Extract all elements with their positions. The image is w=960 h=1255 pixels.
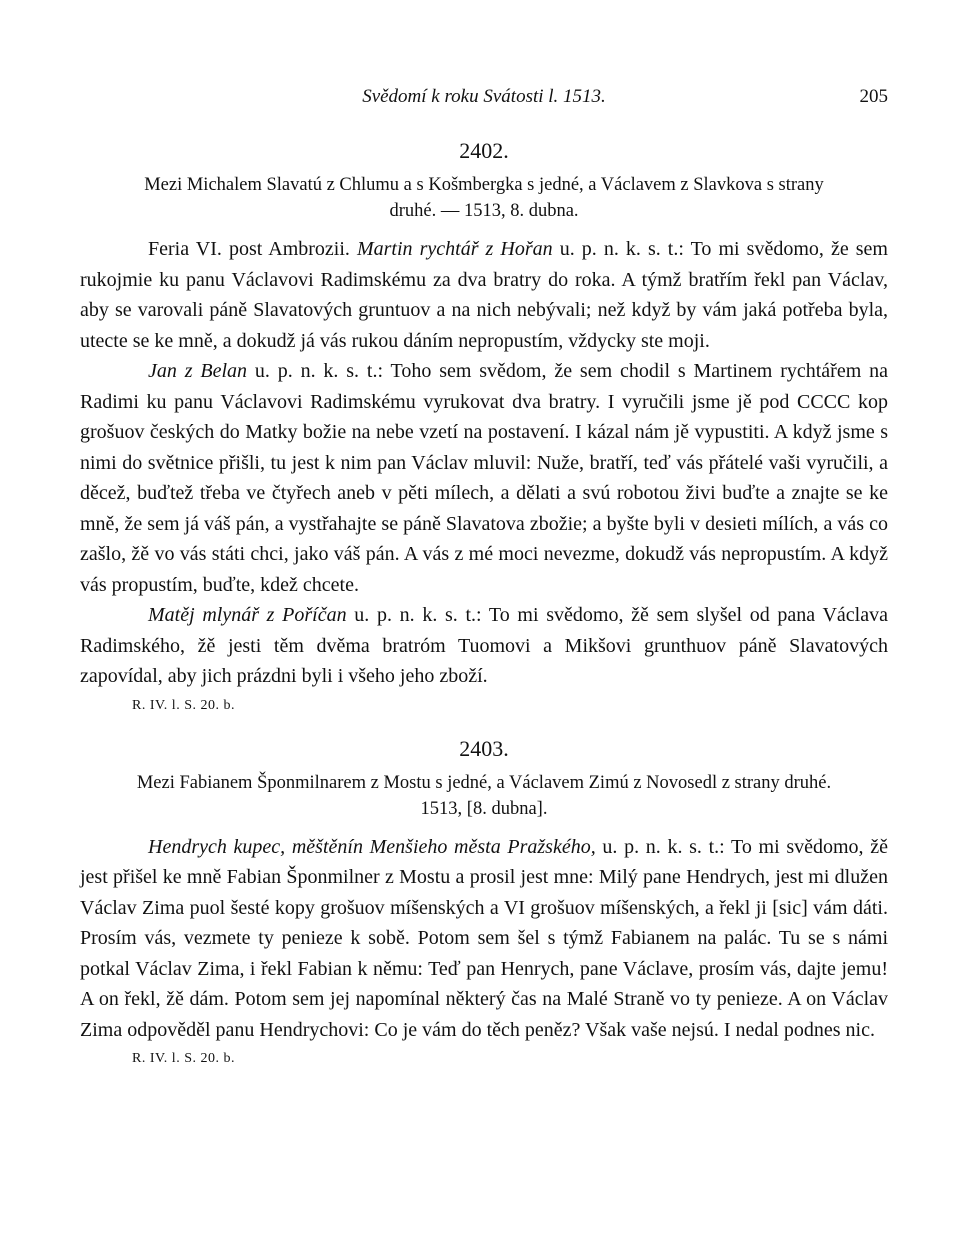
testimony-text: u. p. n. k. s. t.: To mi svědomo, žě sem slyšel od pana Václava Radimského, žě jesti těm dvěma bratróm Tuomovi a Mikšovi grunthuov páně Slavatových zapovídal, aby jich prázdni byli i všeho jeho zboží. (80, 604, 888, 687)
testimony-text: u. p. n. k. s. t.: Toho sem svědom, že sem chodil s Martinem rychtářem na Radimi ku panu Václavovi Radimskému vyrukovat dva bratry. I vyručili jsme jě pod CCCC kop grošuov českých do Matky božie na nebe vzetí na postavení. I kázal nám jě vypustiti. A když jsme s nimi do světnice přišli, tu jest k nim pan Václav mluvil: Nuže, bratří, teď vás přátelé vaši vyručili, a děcež, buďtež třeba ve čtyřech aneb v pěti mílech, a dělati a svú robotou živi buďte a znajte se ke mně, že sem já váš pán, a vystřahajte se páně Slavatova zbožie; a byšte byli v desieti mílích, a vás co zašlo, žě vo vás státi chci, jako váš pán. A vás z mé moci nevezme, dokudž vás nepropustím. A když vás propustím, buďte, kdež chcete. (80, 360, 888, 596)
regest-2403 (80, 770, 888, 822)
testimony-paragraph (80, 832, 888, 1046)
testimony-text: u. p. n. k. s. t.: To mi svědomo, žě jest přišel ke mně Fabian Šponmilner z Mostu a prosil jest mne: Milý pane Hendrych, jest mi dlužen Václav Zima puol šesté kopy grošuov míšenských a VI grošuov míšenských, a řekl ji [sic] vám dáti. Prosím vás, vezmete ty penieze k sobě. Potom sem šel s týmž Fabianem na palác. Tu se s námi potkal Václav Zima, i řekl Fabian k němu: Teď pan Henrych, pane Václave, prosím vás, dajte jemu! A on řekl, žě dám. Potom sem jej napomínal některý čas na Malé Straně vo ty penieze. A on Václav Zima odpověděl panu Hendrychovi: Co je vám do těch peněz? Však vaše nejsú. I nedal podnes nic. (80, 835, 888, 1041)
witness-name: Matěj mlynář z Poříčan (148, 604, 347, 626)
testimony-paragraph (80, 600, 888, 692)
document-number-2403: 2403. (459, 735, 509, 761)
testimony-paragraph (80, 356, 888, 600)
regest-line: 1513, [8. dubna]. (420, 798, 548, 819)
testimony-intro: Feria VI. post Ambrozii. (148, 238, 357, 260)
archival-signature: R. IV. l. S. 20. b. (132, 1051, 235, 1066)
witness-name: Jan z Belan (148, 360, 248, 382)
regest-line: Mezi Fabianem Šponmilnarem z Mostu s jedné, a Václavem Zimú z Novosedl z strany druhé. (136, 772, 832, 793)
regest-line: druhé. — 1513, 8. dubna. (389, 201, 579, 221)
witness-name: Hendrych kupec, měštěnín Menšieho města Pražského, (148, 835, 596, 858)
regest-2402 (80, 172, 888, 224)
document-number-2402: 2402. (459, 138, 509, 163)
running-title: Svědomí k roku Svátosti l. 1513. (362, 86, 606, 107)
regest-line: Mezi Michalem Slavatú z Chlumu a s Košmbergka s jedné, a Václavem z Slavkova s strany (144, 175, 824, 195)
testimony-paragraph (80, 234, 888, 356)
archival-signature: R. IV. l. S. 20. b. (132, 697, 235, 713)
testimony-text: u. p. n. k. s. t.: To mi svědomo, že sem rukojmie ku panu Václavovi Radimskému za dva bratry do roka. A týmž bratřím řekl pan Václav, aby se varovali páně Slavatových gruntuov a na nich nebývali; než když by vám jaká potřeba byla, utecte se ke mně, a dokudž já vás rukou dáním nepropustím, vždycky ste moji. (80, 238, 888, 352)
page-number: 205 (859, 86, 888, 107)
witness-name: Martin rychtář z Hořan (356, 238, 553, 260)
running-head (80, 76, 888, 110)
